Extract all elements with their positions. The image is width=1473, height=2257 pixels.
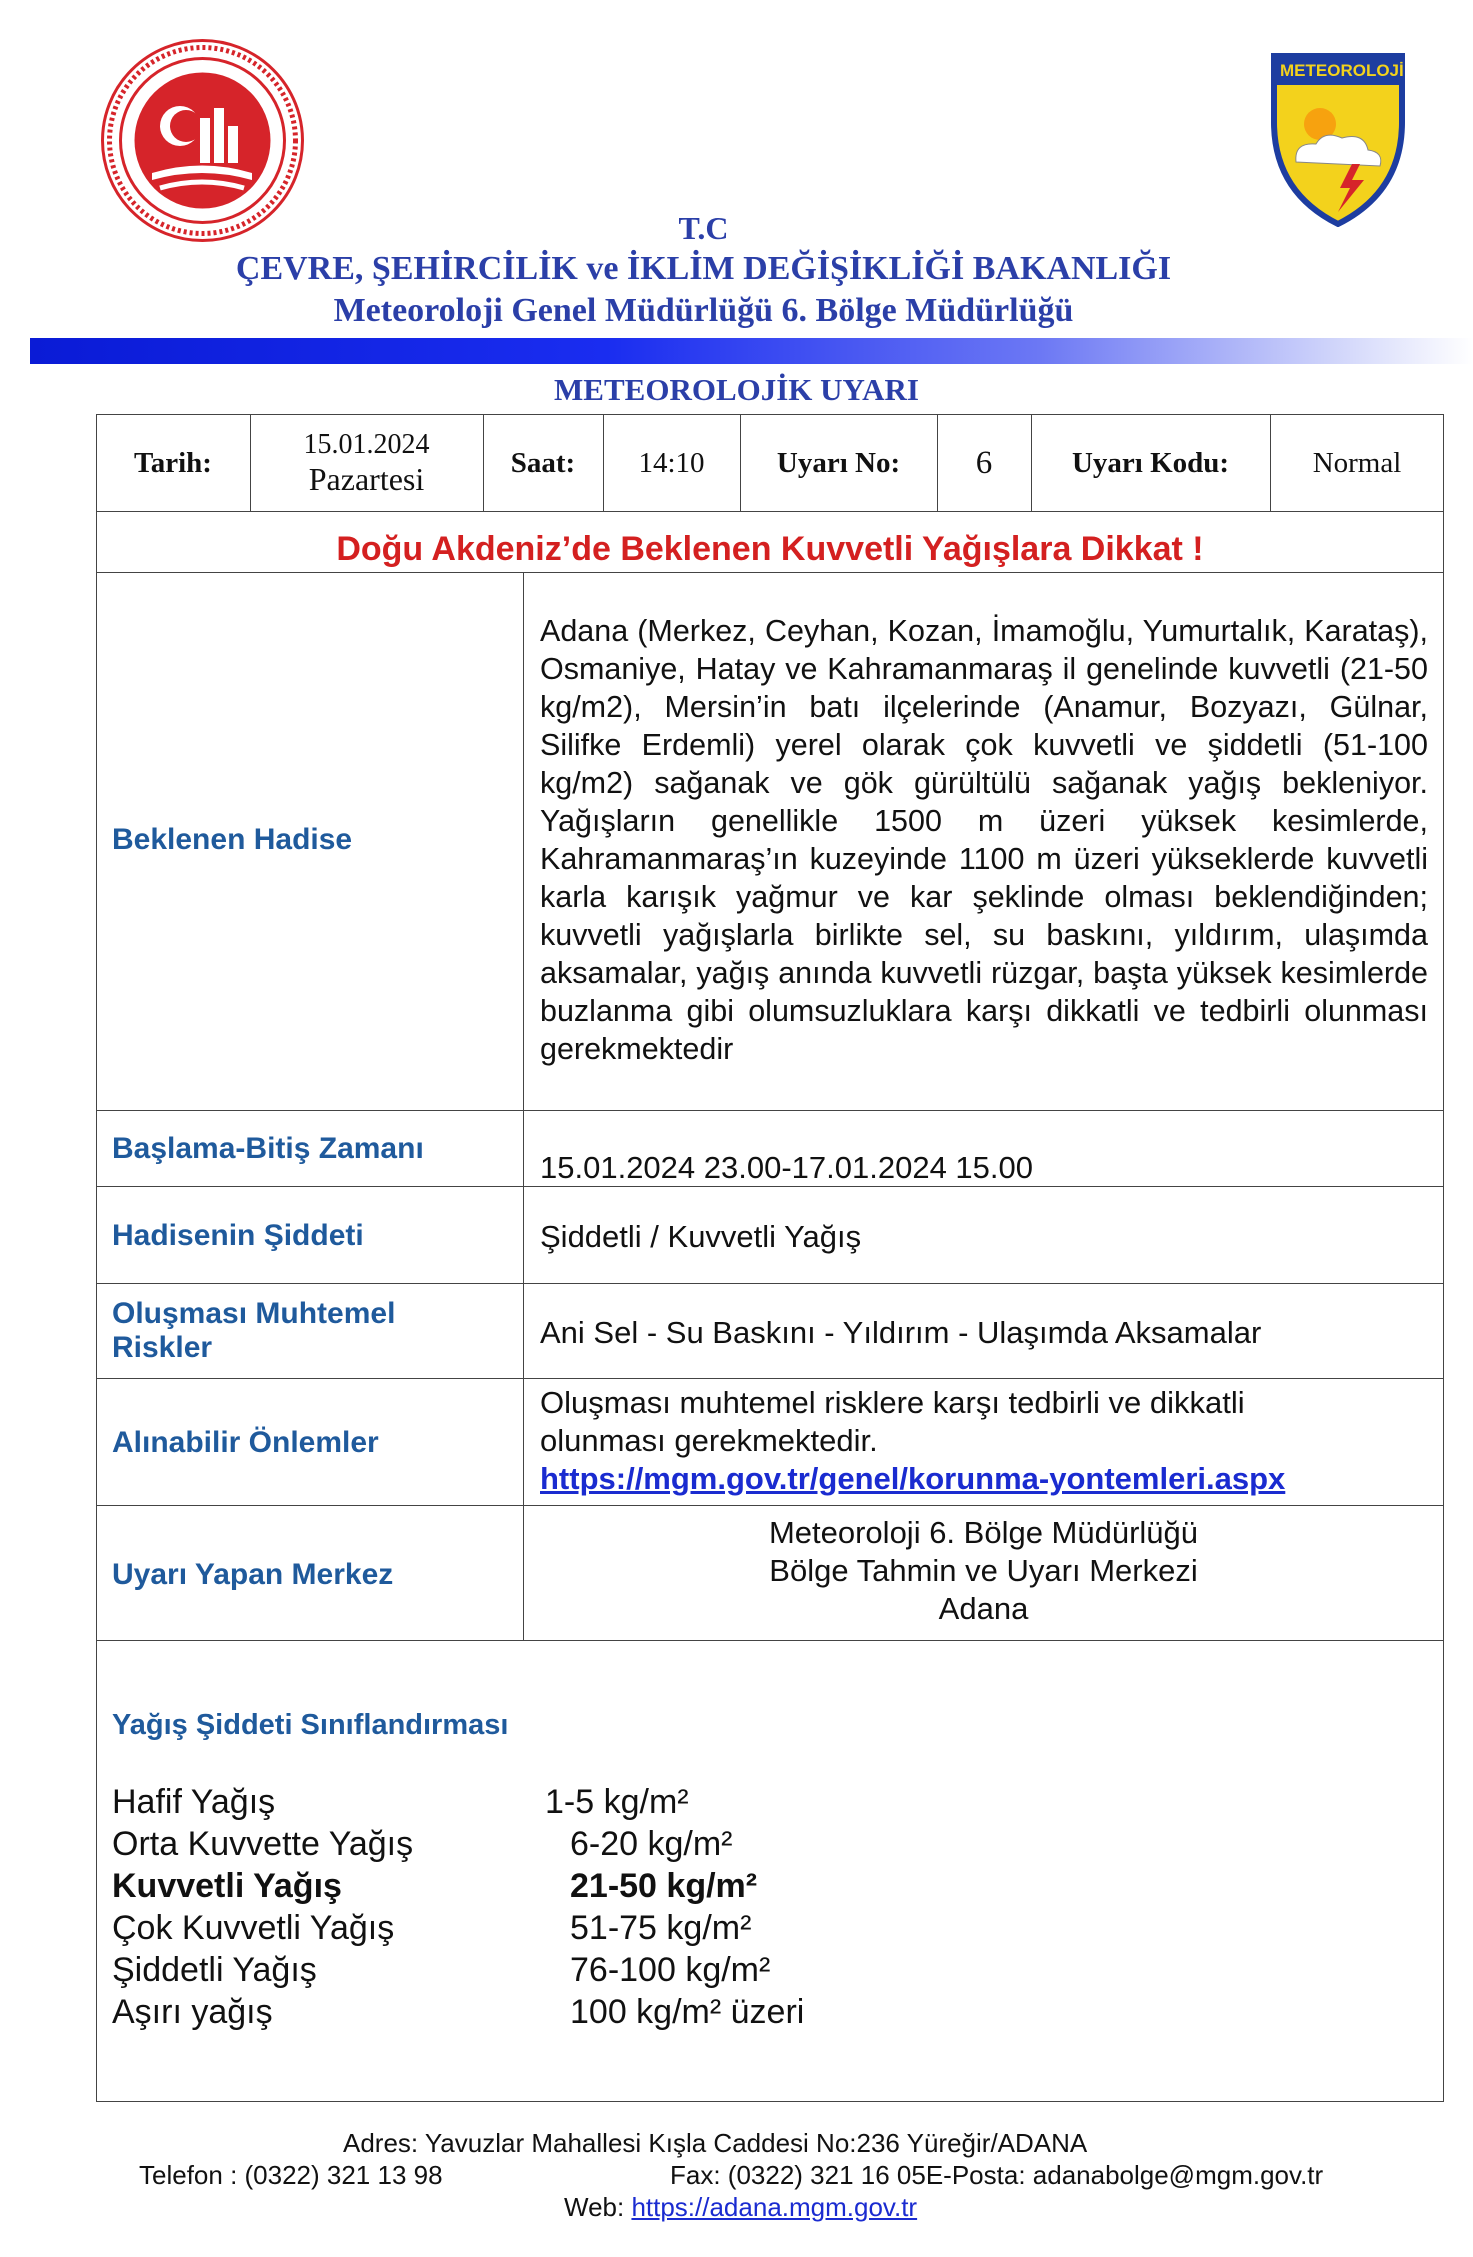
date-value: 15.01.2024	[303, 428, 430, 460]
classification-range: 1-5 kg/m²	[545, 1783, 689, 1821]
precautions-line2: olunması gerekmektedir.	[540, 1423, 878, 1458]
warning-code-label: Uyarı Kodu:	[1071, 446, 1230, 479]
header-line-tc: T.C	[678, 210, 729, 246]
footer-fax-email: Fax: (0322) 321 16 05E-Posta: adanabolge@mgm.gov.tr	[670, 2160, 1324, 2190]
classification-range: 6-20 kg/m²	[570, 1825, 733, 1863]
precautions-line1: Oluşması muhtemel risklere karşı tedbirli ve dikkatli	[540, 1385, 1245, 1420]
footer-web	[564, 2192, 917, 2223]
warning-code-value: Normal	[1312, 446, 1402, 479]
risks-text: Ani Sel - Su Baskını - Yıldırım - Ulaşımda Aksamalar	[540, 1315, 1262, 1350]
issuer-line3: Adana	[938, 1591, 1029, 1626]
date-label: Tarih:	[134, 446, 212, 479]
meteoroloji-logo-text: METEOROLOJİ	[1280, 61, 1404, 80]
warning-no-label: Uyarı No:	[776, 446, 901, 479]
label-risks-line1: Oluşması Muhtemel	[112, 1297, 396, 1330]
label-start-end: Başlama-Bitiş Zamanı	[112, 1132, 424, 1165]
classification-name: Çok Kuvvetli Yağış	[112, 1909, 395, 1947]
label-expected-event: Beklenen Hadise	[112, 823, 353, 856]
footer-web-link[interactable]: https://adana.mgm.gov.tr	[631, 2192, 918, 2222]
footer-web-label: Web:	[564, 2192, 632, 2222]
document-title: METEOROLOJİK UYARI	[554, 372, 919, 407]
footer-phone: Telefon : (0322) 321 13 98	[139, 2160, 443, 2190]
classification-title: Yağış Şiddeti Sınıflandırması	[112, 1709, 509, 1741]
severity-text: Şiddetli / Kuvvetli Yağış	[540, 1219, 862, 1254]
classification-name: Orta Kuvvette Yağış	[112, 1825, 414, 1863]
classification-name: Şiddetli Yağış	[112, 1951, 317, 1989]
footer-address: Adres: Yavuzlar Mahallesi Kışla Caddesi No:236 Yüreğir/ADANA	[343, 2128, 1088, 2158]
header-line-directorate: Meteoroloji Genel Müdürlüğü 6. Bölge Müdürlüğü	[333, 292, 1074, 329]
label-issuer: Uyarı Yapan Merkez	[112, 1558, 394, 1591]
warning-no-value: 6	[975, 444, 993, 481]
classification-range: 51-75 kg/m²	[570, 1909, 752, 1947]
expected-event-text: Adana (Merkez, Ceyhan, Kozan, İmamoğlu, Yumurtalık, Karataş), Osmaniye, Hatay ve Kahramanmaraş il genelinde kuvvetli (21-50 kg/m2), Mersin’in batı ilçelerinde (Anamur, Bozyazı, Gülnar, Silifke Erdemli) yerel olarak çok kuvvetli ve şiddetli (51-100 kg/m2) sağanak ve gök gürültülü sağanak yağış bekleniyor. Yağışların genellikle 1500 m üzeri yüksek kesimlerde, Kahramanmaraş’ın kuzeyinde 1100 m üzeri yükseklerde kuvvetli karla karışık yağmur ve kar şeklinde olması beklendiğinden; kuvvetli yağışlarla birlikte sel, su baskını, yıldırım, ulaşımda aksamalar, yağış anında kuvvetli rüzgar, başta yüksek kesimlerde buzlanma gibi olumsuzluklara karşı dikkatli ve tedbirli olunması gerekmektedir	[540, 614, 1428, 1066]
start-end-text: 15.01.2024 23.00-17.01.2024 15.00	[540, 1150, 1034, 1185]
day-value: Pazartesi	[308, 460, 425, 497]
label-precautions: Alınabilir Önlemler	[112, 1426, 379, 1459]
classification-range: 100 kg/m² üzeri	[570, 1993, 805, 2031]
label-severity: Hadisenin Şiddeti	[112, 1219, 364, 1252]
classification-name: Kuvvetli Yağış	[112, 1867, 342, 1905]
issuer-line2: Bölge Tahmin ve Uyarı Merkezi	[769, 1553, 1198, 1588]
date-cell	[250, 415, 483, 511]
meteoroloji-logo	[1268, 52, 1408, 227]
issuer-line1: Meteoroloji 6. Bölge Müdürlüğü	[768, 1515, 1199, 1550]
time-value: 14:10	[638, 446, 705, 479]
issuer-block	[523, 1514, 1444, 1628]
classification-name: Aşırı yağış	[112, 1993, 273, 2031]
time-label: Saat:	[510, 446, 576, 479]
header-line-ministry: ÇEVRE, ŞEHİRCİLİK ve İKLİM DEĞİŞİKLİĞİ BAKANLIĞI	[235, 250, 1172, 287]
classification-range: 21-50 kg/m²	[570, 1867, 758, 1905]
label-risks-line2: Riskler	[112, 1331, 213, 1364]
header-band	[30, 338, 1473, 364]
headline: Doğu Akdeniz’de Beklenen Kuvvetli Yağışlara Dikkat !	[336, 530, 1204, 568]
classification-name: Hafif Yağış	[112, 1783, 276, 1821]
classification-range: 76-100 kg/m²	[570, 1951, 771, 1989]
precautions-link[interactable]: https://mgm.gov.tr/genel/korunma-yontemleri.aspx	[540, 1461, 1286, 1496]
